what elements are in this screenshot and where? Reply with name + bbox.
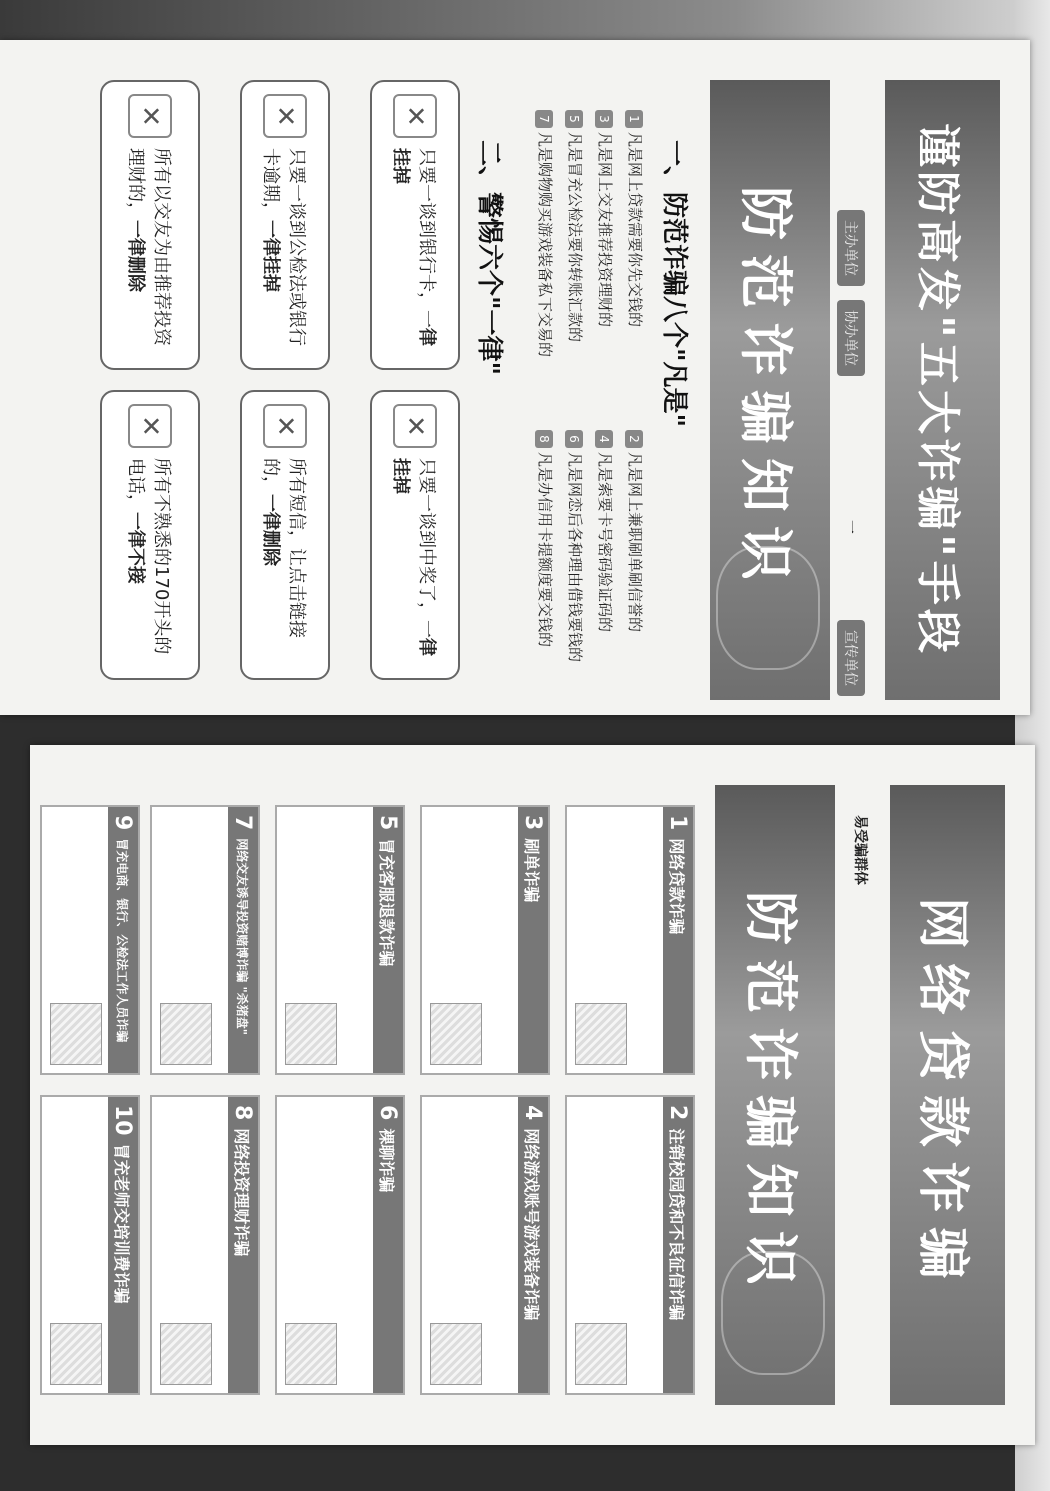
illustration-icon: [575, 1003, 627, 1065]
bank-card-icon: ✕: [393, 94, 437, 138]
rule-item: 7凡是购物购买游戏装备私下交易的: [530, 110, 560, 410]
phone-icon: ✕: [128, 404, 172, 448]
illustration-icon: [430, 1323, 482, 1385]
tag-organizer: 主办单位: [837, 210, 865, 286]
fraud-item-1: 1 网络贷款诈骗: [565, 805, 695, 1075]
section2-title: 二、警惕六个"一律": [474, 140, 504, 376]
warning-card-phone: ✕ 所有不熟悉的170开头的电话，一律不接: [100, 390, 200, 680]
warning-card-bank: ✕ 只要一谈到银行卡，一律挂掉: [370, 80, 460, 370]
illustration-icon: [430, 1003, 482, 1065]
top-sheet: [0, 40, 1030, 715]
illustration-icon: [575, 1323, 627, 1385]
section1-title: 一、防范诈骗八个"凡是": [659, 140, 689, 428]
fraud-item-4: 4 网络游戏账号游戏装备诈骗: [420, 1095, 550, 1395]
rule-item: 6凡是网恋后各种理由借钱要钱的: [560, 430, 590, 710]
bottom-banner-title: 网络贷款诈骗: [890, 785, 1005, 1405]
fraud-item-5: 5 冒充客服退款诈骗: [275, 805, 405, 1075]
rule-item: 5凡是冒充公检法要你转账汇款的: [560, 110, 590, 410]
tag-co-organizer: 协办单位: [837, 300, 865, 376]
rule-item: 8凡是办信用卡提额度要交钱的: [530, 430, 560, 710]
top-panel-content: [0, 40, 1030, 715]
fraud-item-9: 9 冒充电商、银行、公检法工作人员诈骗: [40, 805, 140, 1075]
fraud-item-3: 3 刷单诈骗: [420, 805, 550, 1075]
rule-item: 4凡是索要卡号密码验证码的: [590, 430, 620, 710]
warning-card-sms: ✕ 所有短信，让点击链接的，一律删除: [240, 390, 330, 680]
bottom-sheet: [30, 745, 1035, 1445]
rules-list: [530, 110, 650, 410]
rules-list-col2: [530, 430, 650, 710]
warning-card-prize: ✕ 只要一谈到中奖了，一律挂掉: [370, 390, 460, 680]
top-main-banner: 防范诈骗知识: [710, 80, 830, 700]
fraud-item-8: 8 网络投资理财诈骗: [150, 1095, 260, 1395]
chat-icon: ✕: [128, 94, 172, 138]
fraud-item-10: 10 冒充老师交培训费诈骗: [40, 1095, 140, 1395]
illustration-icon: [50, 1003, 102, 1065]
top-banner-title: 谨防高发"五大诈骗"手段: [885, 80, 1000, 700]
bottom-main-banner: 防范诈骗知识: [715, 785, 835, 1405]
bottom-panel-content: [30, 745, 1035, 1445]
prize-icon: ✕: [393, 404, 437, 448]
police-icon: ✕: [263, 94, 307, 138]
warning-card-dating: ✕ 所有以交友为由推荐投资理财的，一律删除: [100, 80, 200, 370]
warning-card-police: ✕ 只要一谈到公检法或银行卡逾期，一律挂掉: [240, 80, 330, 370]
fraud-item-2: 2 注销校园贷和不良征信诈骗: [565, 1095, 695, 1395]
banner-decoration: [716, 546, 820, 670]
illustration-icon: [160, 1323, 212, 1385]
tag-vulnerable-groups: 易受骗群体: [852, 815, 868, 885]
tag-dash: 一: [842, 520, 858, 534]
rule-item: 1凡是网上贷款需要你先交钱的: [620, 110, 650, 410]
rule-item: 3凡是网上交友推荐投资理财的: [590, 110, 620, 410]
illustration-icon: [160, 1003, 212, 1065]
tag-publicity: 宣传单位: [837, 620, 865, 696]
fraud-item-7: 7 网络交友诱导投资赌博诈骗 "杀猪盘": [150, 805, 260, 1075]
fraud-item-6: 6 裸聊诈骗: [275, 1095, 405, 1395]
illustration-icon: [285, 1003, 337, 1065]
illustration-icon: [285, 1323, 337, 1385]
illustration-icon: [50, 1323, 102, 1385]
banner-decoration: [721, 1251, 825, 1375]
sms-icon: ✕: [263, 404, 307, 448]
rule-item: 2凡是网上兼职刷单刷信誉的: [620, 430, 650, 710]
